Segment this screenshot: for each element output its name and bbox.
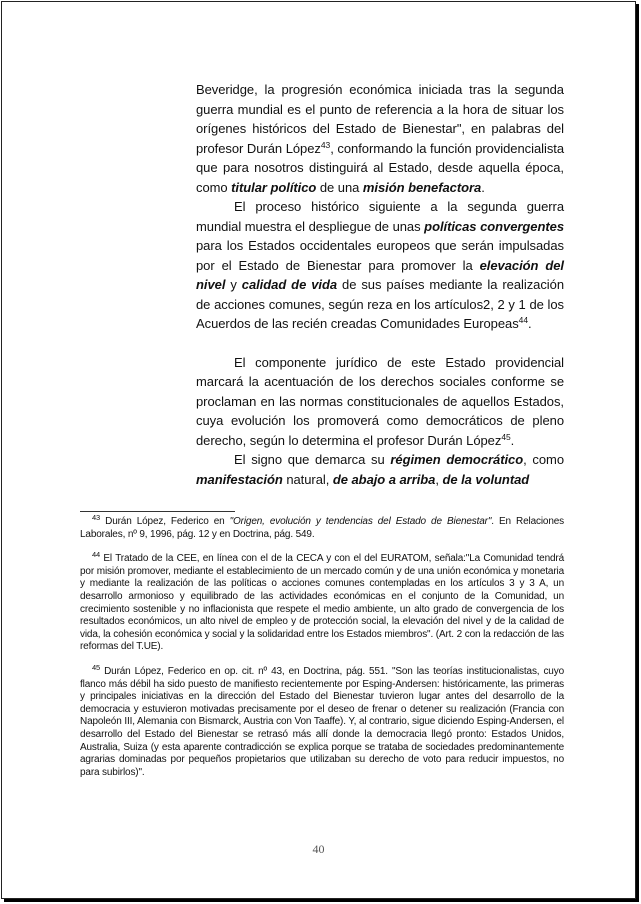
emphasis: de abajo a arriba [332,471,436,487]
text-run: . [510,432,515,448]
paragraph-2 [196,197,564,334]
text-run: Beveridge, la progresión económica iniciada tras la segunda guerra mundial es el punto de referencia a la hora de situar los orígenes históricos del Estado de Bienestar", en palabras del profesor Durán López [196,82,564,156]
footnote-number: 45 [92,662,101,672]
paragraph-3 [196,353,564,451]
footnote-cited-title: "Origen, evolución y tendencias del Estado de Bienestar" [229,516,492,527]
emphasis: de la voluntad [442,471,530,487]
footnote-ref-44[interactable]: 44 [518,315,529,325]
body-text [196,80,564,489]
footnote-ref-43[interactable]: 43 [320,139,331,150]
paragraph-4 [196,450,564,489]
footnote-separator [80,511,235,512]
text-run: de sus países mediante la realización de acciones comunes, según reza en los artículos2, 2 y 1 de los Acuerdos de las recién creadas Comunidades Europeas [196,277,564,331]
text-run: El signo que demarca su [234,452,391,467]
text-run: El proceso histórico siguiente a la segunda guerra mundial muestra el despliegue de unas [196,199,564,234]
emphasis: elevación del nivel [196,257,564,292]
footnotes [80,513,564,779]
footnote-45 [80,662,564,779]
emphasis: calidad de vida [241,277,338,292]
footnote-43 [80,513,564,541]
footnote-text: El Tratado de la CEE, en línea con el de la CECA y con el del EURATOM, señala:"La Comunidad tendrá por misión promover, mediante el establecimiento de un mercado común y de una unión económica y monetaria y mediante la realización de las políticas o acciones comunes contempladas en los artículos 3 y 3 A, un desarrollo armonioso y equilibrado de las actividades económicas en el conjunto de la Comunidad, un crecimiento sostenible y no inflacionista que respete el medio ambiente, un alto grado de convergencia de los resultados económicos, un alto nivel de empleo y de protección social, la elevación del nivel y de la calidad de vida, la cohesión económica y social y la solidaridad entre los Estados miembros". (Art. 2 con la redacción de las reformas del T.UE). [80,553,564,653]
text-run: y [225,277,242,292]
page [1,1,636,899]
emphasis: titular político [231,179,317,195]
emphasis: políticas convergentes [424,218,564,234]
text-run: , como [523,452,564,467]
footnote-44 [80,550,564,654]
text-run: para los Estados occidentales europeos que serán impulsadas por el Estado de Bienestar para promover la [196,238,564,273]
footnote-text: Durán López, Federico en [100,516,230,527]
page-number: 40 [312,842,325,856]
text-run: natural, [282,471,333,487]
text-run: , conformando la función providencialista que para nosotros distinguirá al Estado, desde aquella época, como [196,140,565,195]
emphasis: misión benefactora [362,179,482,195]
footnote-text: . En Relaciones Laborales, nº 9, 1996, pág. 12 y en Doctrina, pág. 549. [80,516,564,540]
footnote-ref-45[interactable]: 45 [501,431,511,442]
text-run: . [481,179,485,195]
emphasis: manifestación [196,471,283,487]
paragraph-1 [196,80,564,197]
text-run: , [435,471,443,487]
text-run: El componente jurídico de este Estado providencial marcará la acentuación de los derechos sociales conforme se proclaman en las normas constitucionales de aquellos Estados, cuya evolución los promoverá como democráticos de pleno derecho, según lo determina el profesor Durán López [196,354,564,448]
text-run: de una [316,179,363,195]
footnote-text: Durán López, Federico en op. cit. nº 43, en Doctrina, pág. 551. "Son las teorías institucionalistas, cuyo flanco más débil ha sido puesto de manifiesto recientemente por Esping-Andersen: históricamente, las primeras y principales iniciativas en la dirección del Estado del Bienestar tuvieron lugar antes del desarrollo de la democracia y estuvieron motivadas precisamente por el deseo de frenar o detener su realización (Francia con Napoleón III, Alemania con Bismarck, Austria con Von Taaffe). Y, al contrario, sigue diciendo Esping-Andersen, el desarrollo del Estado del Bienestar se retrasó más allí donde la democracia llegó pronto: Estados Unidos, Australia, Suiza (y esta aparente contradicción se explica porque se trataba de sociedades predominantemente agrarias dominadas por pequeños propietarios que utilizaban su derecho de voto para reducir impuestos, no para subirlos)". [80,665,564,778]
footnote-number: 43 [92,513,101,522]
emphasis: régimen democrático [390,452,524,467]
text-run: . [528,316,532,331]
footnote-number: 44 [92,550,101,560]
